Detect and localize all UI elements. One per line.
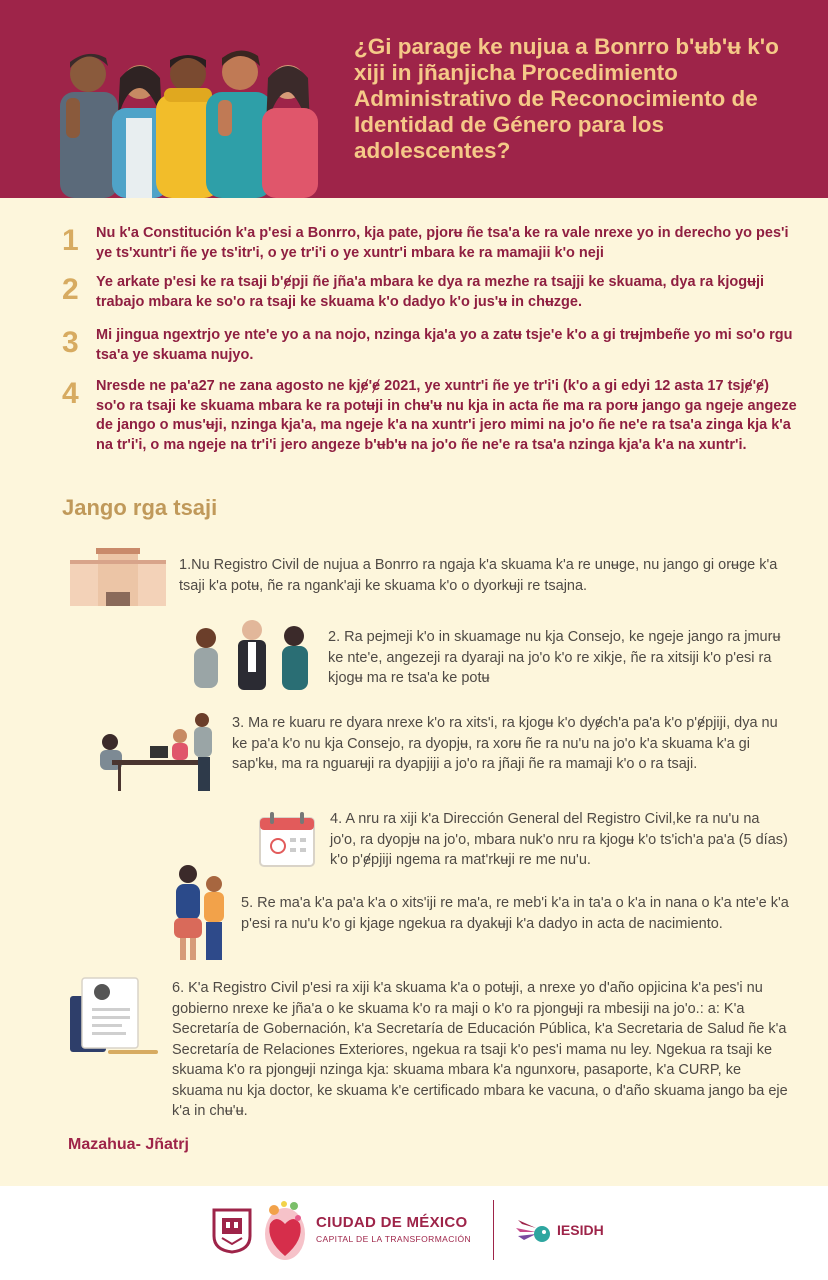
step-text: 2. Ra pejmeji k'o in skuamage nu kja Consejo, ke ngeje jango ra jmurʉ ke nte'e, angezeji ra dyaraji na jo'o k'o re xikje, ñe ra xitsiji k'o p'esi ra kjogʉ ma re tsa'a ke potʉ	[328, 629, 781, 686]
iesidh-logo-text: IESIDH	[557, 1222, 604, 1238]
cdmx-shield-icon	[212, 1208, 252, 1254]
point-number: 2	[62, 273, 79, 306]
step-text: 6. K'a Registro Civil p'esi ra xiji k'a skuama k'a o potʉji, a nrexe yo d'año opjicina k'a pes'i nu gobierno nrexe ke jña'a o ke skuama k'o ra maji o k'o ra pjongʉji ra mbesiji na jo'o.: a: K'a Secretaría de Gobernación, k'a Secretaría de Educación Pública, k'a Secretaria de Salud ñe k'a Secretaría de Relaciones Exteriores, ngekua ra tsaji k'o pes'i mama nu ley. Ngekua ra tsaji ke skuama k'o ra pjongʉji nzinga kja: skuama mbara k'a ngunxorʉ, pasaporte, k'a CURP, ke skuama nu kja doctor, ke skuama k'e certificado mbara ke vacuna, o d'año skuama jango ba eje k'a in chʉ'ʉ.	[172, 980, 788, 1119]
numbered-point	[62, 273, 802, 312]
numbered-point	[62, 326, 802, 365]
calendar-icon	[258, 812, 318, 868]
language-signature: Mazahua- Jñatrj	[68, 1136, 189, 1153]
point-number: 4	[62, 377, 79, 410]
point-text: Nresde ne pa'a27 ne zana agosto ne kjɇ'ɇ 2021, ye xuntr'i ñe ye tr'i'i (k'o a gi edyi 12 asta 17 tsjɇ'ɇ) so'o ra tsaji ke skuama mbara ke ra potʉji in chʉ'ʉ nu kja in acta ñe ma ra porʉ jango ga ngeje angeze de jango o mus'ʉji, nzinga kja'a, ma ngeje k'a na xuntr'i jero mimi na jo'o ñe ne'e ra tsa'a zinga kja k'a na tr'i'i, o ma ngeje na tr'i'i jero angeze b'ʉb'ʉ na jo'o ñe ne'e ra tsa'a nzinga kja'a k'a na xuntr'i.	[96, 378, 797, 453]
point-number: 3	[62, 326, 79, 359]
iesidh-bird-icon	[514, 1214, 552, 1248]
adolescents-group-illustration	[30, 48, 330, 198]
numbered-point	[62, 377, 802, 455]
header-banner	[0, 0, 828, 198]
document-laptop-icon	[68, 976, 162, 1058]
footer	[0, 1186, 828, 1280]
numbered-point	[62, 224, 802, 263]
cdmx-logo-title: CIUDAD DE MÉXICO	[316, 1214, 468, 1231]
step-text: 3. Ma re kuaru re dyara nrexe k'o ra xits'i, ra kjogʉ k'o dyɇch'a pa'a k'o p'ɇpjiji, dya nu ke pa'a k'o nu kja Consejo, ra dyopjʉ, ra xorʉ ñe ra nu'u na jo'o k'a skuama k'a gi sap'kʉ, ma ra nguarʉji ra dyapjiji a jo'o ra jñaji ñe ra mamaji k'o o ra tsaji.	[232, 715, 778, 772]
parent-child-icon	[168, 862, 232, 962]
point-text: Ye arkate p'esi ke ra tsaji b'ɇpji ñe jña'a mbara ke dya ra mezhe ra tsajji ke skuama, dya ra kjogʉji trabajo mbara ke so'o ra tsaji ke skuama k'o dadyo k'o jus'ʉ in chʉzge.	[96, 274, 765, 310]
section-heading: Jango rga tsaji	[62, 495, 218, 520]
meeting-table-icon	[94, 712, 224, 792]
cdmx-logo-subtitle: CAPITAL DE LA TRANSFORMACIÓN	[316, 1234, 472, 1244]
step-text: 5. Re ma'a k'a pa'a k'a o xits'iji re ma'a, re meb'i k'a in ta'a o k'a in nana o k'a nte'e k'a p'esi ra nu'u k'o gi kjage ngekua ra dyakʉji k'a dadyo in acta de nacimiento.	[241, 895, 789, 932]
registry-building-icon	[70, 548, 166, 608]
point-number: 1	[62, 224, 79, 257]
point-text: Mi jingua ngextrjo ye nte'e yo a na nojo, nzinga kja'a yo a zatʉ tsje'e k'o a gi trʉjmbeñe yo mi so'o rgu tsa'a ye skuama nujyo.	[96, 327, 793, 363]
step-text: 4. A nru ra xiji k'a Dirección General del Registro Civil,ke ra nu'u na jo'o, ra dyopjʉ na jo'o, mbara nuk'o nru ra kjogʉ k'o ts'ich'a pa'a (5 días) k'o p'ɇpjiji ngema ra mat'rkʉji re me nu'u.	[330, 811, 788, 868]
page-title: ¿Gi parage ke nujua a Bonrro b'ʉb'ʉ k'o xiji in jñanjicha Procedimiento Administrativo de Reconocimiento de Identidad de Género para los adolescentes?	[354, 34, 779, 163]
point-text: Nu k'a Constitución k'a p'esi a Bonrro, kja pate, pjorʉ ñe tsa'a ke ra vale nrexe yo in derecho yo pes'i ye ts'xuntr'i ñe ye ts'itr'i, o ye tr'i'i o ye xuntr'i mbara ke ra mamajii k'o neji	[96, 225, 789, 261]
step-text: 1.Nu Registro Civil de nujua a Bonrro ra ngaja k'a skuama k'a re unʉge, nu jango gi orʉge k'a tsaji k'a potʉ, ñe ra ngank'aji ke skuama k'o o dyorkʉji re tsajna.	[179, 557, 778, 594]
cdmx-floral-heart-icon	[262, 1198, 308, 1264]
council-people-icon	[186, 618, 316, 690]
footer-divider	[493, 1200, 494, 1260]
